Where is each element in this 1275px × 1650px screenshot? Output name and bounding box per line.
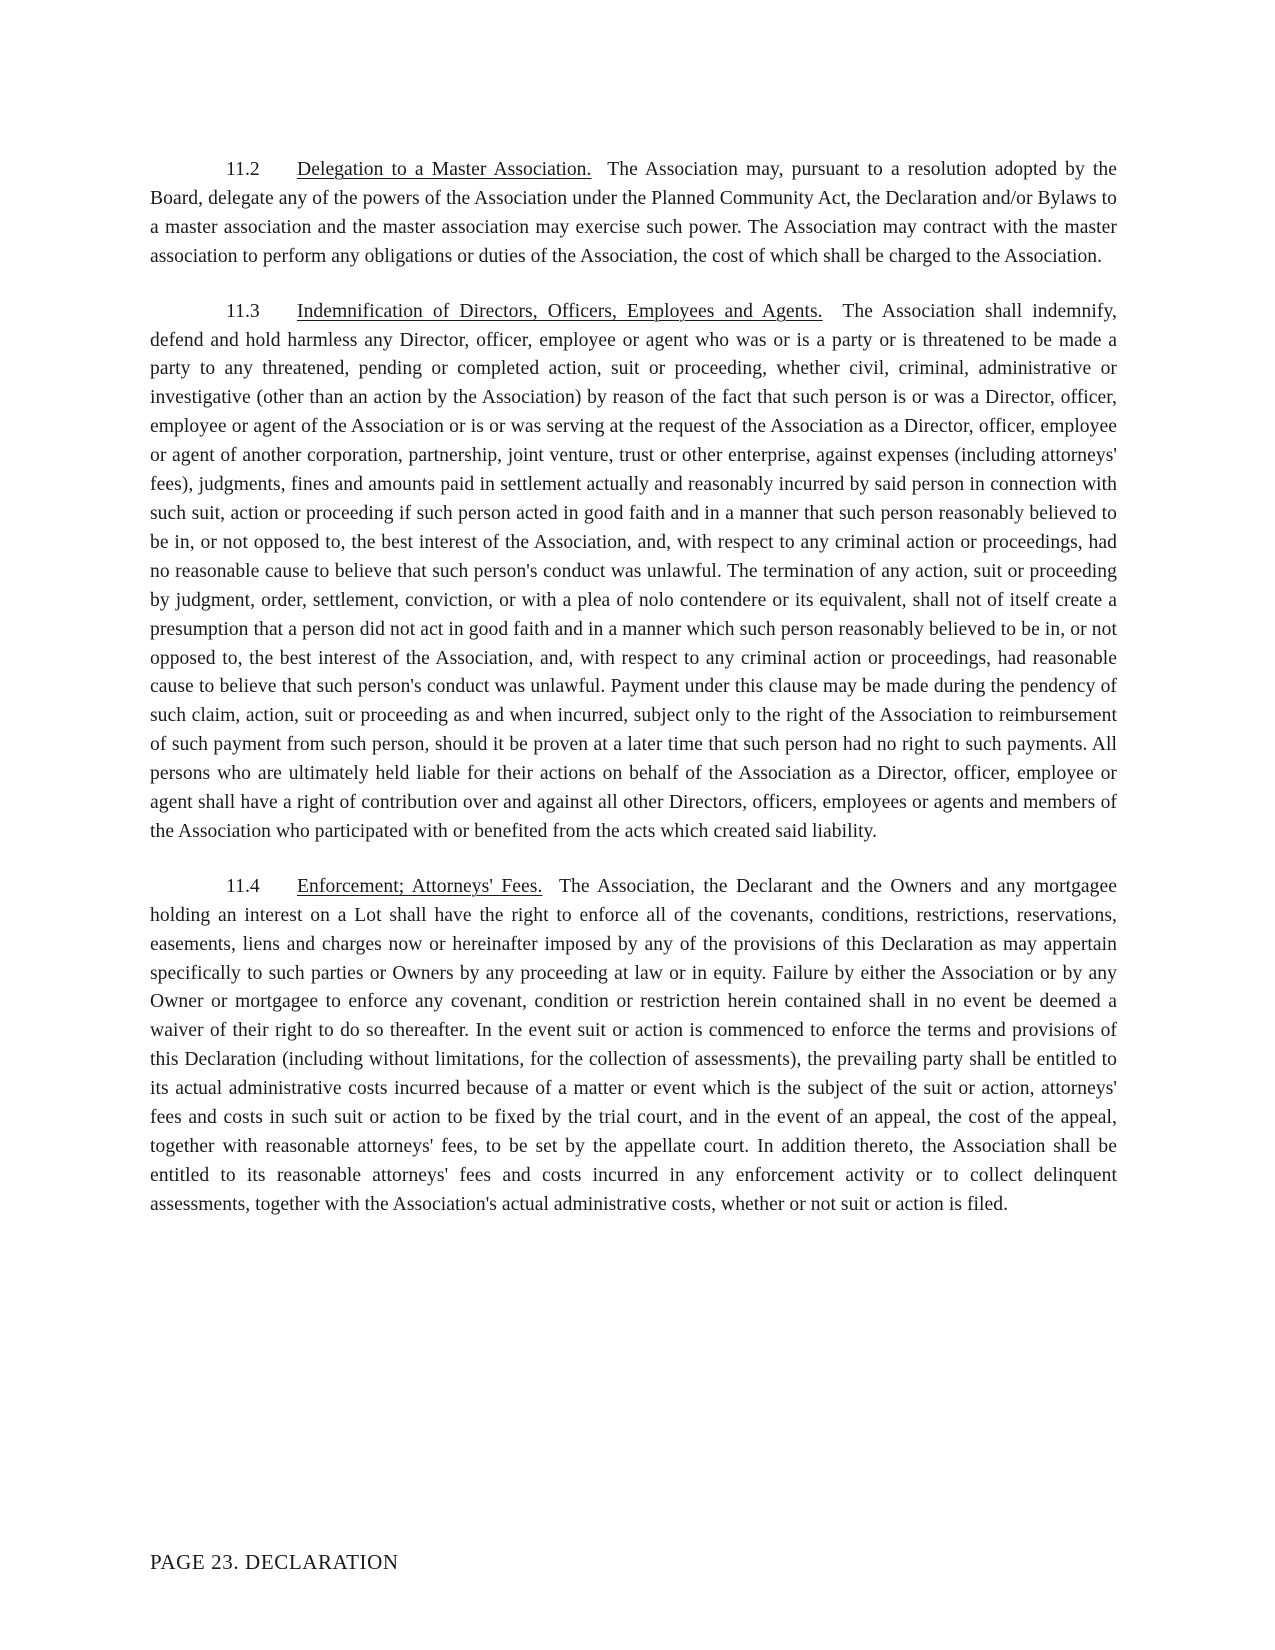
page-footer: PAGE 23. DECLARATION xyxy=(150,1550,399,1574)
section-11-3 xyxy=(150,298,1117,847)
section-heading: Delegation to a Master Association. xyxy=(297,159,592,180)
document-body xyxy=(150,156,1117,1246)
section-number: 11.4 xyxy=(226,875,260,897)
section-11-2 xyxy=(150,156,1117,272)
section-heading: Enforcement; Attorneys' Fees. xyxy=(297,875,543,897)
section-number: 11.2 xyxy=(226,159,260,180)
section-11-4 xyxy=(150,873,1117,1220)
section-text: The Association, the Declarant and the Owners and any mortgagee holding an interest on a Lot shall have the right to enforce all of the covenants, conditions, restrictions, reservations, easements, liens and charges now or hereinafter imposed by any of the provisions of this Declaration as may appertain specifically to such parties or Owners by any proceeding at law or in equity. Failure by either the Association or by any Owner or mortgagee to enforce any covenant, condition or restriction herein contained shall in no event be deemed a waiver of their right to do so thereafter. In the event suit or action is commenced to enforce the terms and provisions of this Declaration (including without limitations, for the collection of assessments), the prevailing party shall be entitled to its actual administrative costs incurred because of a matter or event which is the subject of the suit or action, attorneys' fees and costs in such suit or action to be fixed by the trial court, and in the event of an appeal, the cost of the appeal, together with reasonable attorneys' fees, to be set by the appellate court. In addition thereto, the Association shall be entitled to its reasonable attorneys' fees and costs incurred in any enforcement activity or to collect delinquent assessments, together with the Association's actual administrative costs, whether or not suit or action is filed. xyxy=(150,875,1118,1215)
section-heading: Indemnification of Directors, Officers, Employees and Agents. xyxy=(297,300,823,322)
section-text: The Association may, pursuant to a resolution adopted by the Board, delegate any of the powers of the Association under the Planned Community Act, the Declaration and/or Bylaws to a master association and the master association may exercise such power. The Association may contract with the master association to perform any obligations or duties of the Association, the cost of which shall be charged to the Association. xyxy=(150,159,1117,267)
section-text: The Association shall indemnify, defend and hold harmless any Director, officer, employee or agent who was or is a party or is threatened to be made a party to any threatened, pending or completed action, suit or proceeding, whether civil, criminal, administrative or investigative (other than an action by the Association) by reason of the fact that such person is or was a Director, officer, employee or agent of the Association or is or was serving at the request of the Association as a Director, officer, employee or agent of another corporation, partnership, joint venture, trust or other enterprise, against expenses (including attorneys' fees), judgments, fines and amounts paid in settlement actually and reasonably incurred by said person in connection with such suit, action or proceeding if such person acted in good faith and in a manner that such person reasonably believed to be in, or not opposed to, the best interest of the Association, and, with respect to any criminal action or proceedings, had no reasonable cause to believe that such person's conduct was unlawful. The termination of any action, suit or proceeding by judgment, order, settlement, conviction, or with a plea of nolo contendere or its equivalent, shall not of itself create a presumption that a person did not act in good faith and in a manner which such person reasonably believed to be in, or not opposed to, the best interest of the Association, and, with respect to any criminal action or proceedings, had reasonable cause to believe that such person's conduct was unlawful. Payment under this clause may be made during the pendency of such claim, action, suit or proceeding as and when incurred, subject only to the right of the Association to reimbursement of such payment from such person, should it be proven at a later time that such person had no right to such payments. All persons who are ultimately held liable for their actions on behalf of the Association as a Director, officer, employee or agent shall have a right of contribution over and against all other Directors, officers, employees or agents and members of the Association who participated with or benefited from the acts which created said liability. xyxy=(150,300,1117,842)
section-number: 11.3 xyxy=(226,300,260,322)
